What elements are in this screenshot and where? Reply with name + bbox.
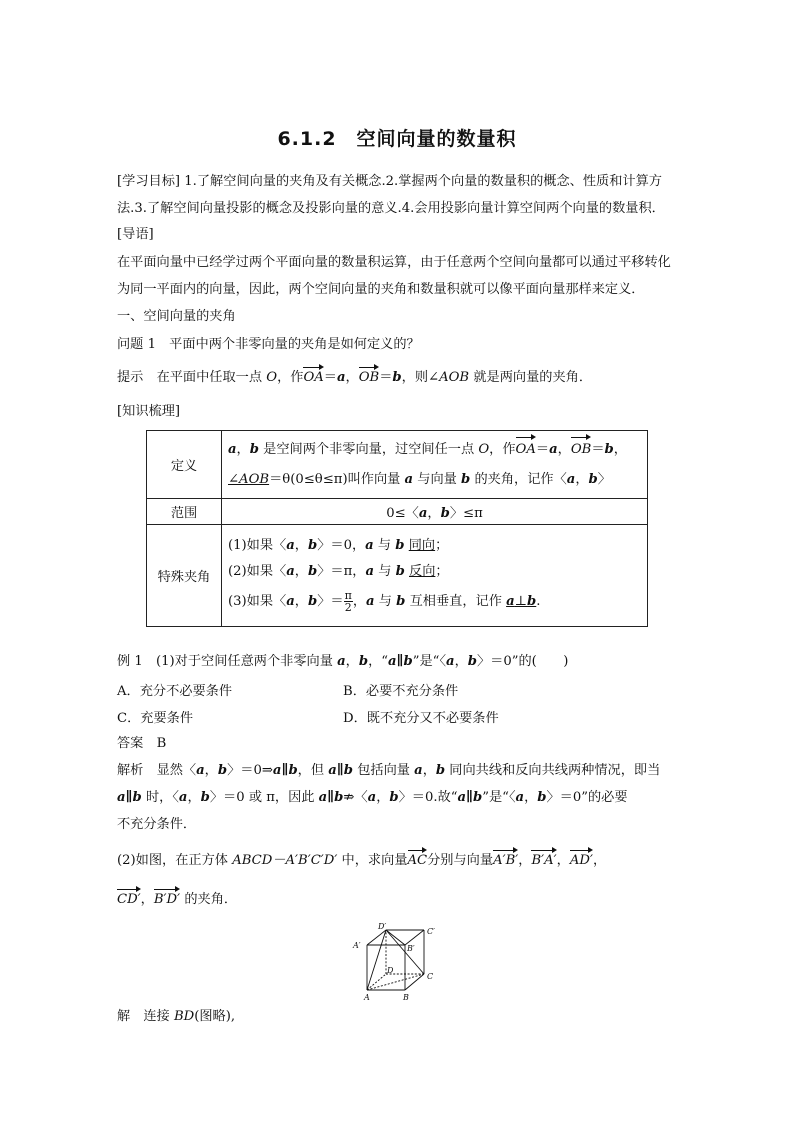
text: ， <box>592 853 607 868</box>
parallel-expr: a∥b <box>318 790 344 805</box>
vector-a: a <box>228 441 237 457</box>
vector-a: a <box>566 471 576 487</box>
text: (1)对于空间任意两个非零向量 <box>155 654 338 669</box>
hint-text: ＝ <box>323 370 337 385</box>
vector-a: a <box>506 593 515 609</box>
text: ， <box>422 763 436 778</box>
text: ， <box>294 563 308 579</box>
vector-b1d1: B′D′ <box>153 892 181 907</box>
text: ， <box>352 593 367 609</box>
text: ， <box>345 654 359 669</box>
hint-text: ， <box>345 370 359 385</box>
segment-bd: BD <box>173 1009 195 1024</box>
text: ， <box>454 654 468 669</box>
table-row-range <box>147 499 648 525</box>
hint-text: 在平面中任取一点 <box>156 370 267 385</box>
vector-cd1: CD′ <box>117 892 141 907</box>
question-text: 平面中两个非零向量的夹角是如何定义的？ <box>169 337 420 352</box>
text: ，作 <box>489 441 516 457</box>
vector-ac: AC <box>407 853 428 868</box>
vector-oa: OA <box>303 370 324 385</box>
definition-header: 定义 <box>147 431 222 499</box>
parallel-expr: a∥b <box>272 763 298 778</box>
vector-b: b <box>307 537 318 553</box>
vector-a: a <box>404 471 414 487</box>
vector-ob: OB <box>358 370 380 385</box>
learning-goals-line-1 <box>117 173 677 191</box>
text: . <box>536 593 541 609</box>
solution-line <box>117 1008 677 1026</box>
fraction-denominator: 2 <box>344 600 352 614</box>
text: ， <box>427 506 441 521</box>
table-row-special <box>147 525 648 627</box>
text: ， <box>204 763 218 778</box>
vector-b: b <box>392 370 402 385</box>
vector-oa: OA <box>516 439 536 461</box>
text: ； <box>435 563 449 579</box>
underlined-answer: 反向 <box>409 563 436 579</box>
underlined-answer <box>506 594 536 609</box>
label-c: C <box>427 972 434 981</box>
text: 〉＝0.故“ <box>398 790 458 805</box>
solution-label: 解 <box>117 1009 131 1024</box>
vector-a: a <box>366 593 375 609</box>
text: 〉＝0， <box>317 537 366 553</box>
analysis-line-1 <box>117 762 677 780</box>
text: ”是“〈 <box>482 790 516 805</box>
text: ， <box>187 790 201 805</box>
text: ，“ <box>368 654 388 669</box>
text: ”是“〈 <box>412 654 447 669</box>
special-item-2 <box>228 559 641 585</box>
option-b: B．必要不充分条件 <box>343 684 459 699</box>
label-d: D <box>387 966 394 975</box>
point-o: O <box>266 370 278 385</box>
analysis-line-3: 不充分条件． <box>117 817 197 832</box>
definition-line-2 <box>228 469 641 491</box>
text: 中，求向量 <box>337 853 408 868</box>
vector-ob: OB <box>571 439 592 461</box>
text: (2)如图，在正方体 <box>117 853 233 868</box>
intro-text-1: 在平面向量中已经学过两个平面向量的数量积运算，由于任意两个空间向量都可以通过平移转化 <box>117 255 671 270</box>
vector-b: b <box>435 763 446 778</box>
label-a1: A′ <box>353 941 361 950</box>
text: 的夹角． <box>180 892 238 907</box>
underlined-answer: 同向 <box>408 537 436 553</box>
vector-b: b <box>395 537 405 553</box>
text: ， <box>524 790 538 805</box>
text: ＝ <box>535 441 550 457</box>
text: 与 <box>374 593 397 609</box>
vector-a: a <box>336 370 346 385</box>
text: ， <box>376 790 390 805</box>
vector-b: b <box>461 471 471 487</box>
range-cell <box>222 499 648 525</box>
example-1 <box>117 653 677 671</box>
page-title: 6.1.2 空间向量的数量积 <box>277 128 517 150</box>
diag-d1a <box>367 930 386 990</box>
diag-ac-hidden <box>367 974 424 990</box>
special-angle-header: 特殊夹角 <box>147 525 222 627</box>
part2-line-2 <box>117 891 677 909</box>
text: 〉＝0 或 π，因此 <box>209 790 319 805</box>
text: 互相垂直，记作 <box>405 593 507 609</box>
edge-bc <box>405 974 424 990</box>
vector-b: b <box>537 790 547 805</box>
vector-b: b <box>217 763 228 778</box>
text: (图略), <box>194 1009 236 1024</box>
text: ， <box>294 593 308 609</box>
vector-a: a <box>365 537 374 553</box>
hint-label: 提示 <box>117 370 144 385</box>
vector-a: a <box>286 563 295 579</box>
knowledge-table <box>146 430 648 627</box>
text: 〉＝0”的( ) <box>476 654 569 669</box>
text: ＝θ(0≤θ≤π)叫作向量 <box>269 471 405 487</box>
vector-a: a <box>418 506 428 521</box>
learning-goals-line-2: 法.3.了解空间向量投影的概念及投影向量的意义.4.会用投影向量计算空间两个向量的数量积． <box>117 201 665 216</box>
vector-a1b1: A′B′ <box>493 853 519 868</box>
vector-b: b <box>396 593 406 609</box>
option-d: D．既不充分又不必要条件 <box>343 711 499 726</box>
option-c: C．充要条件 <box>117 711 194 726</box>
text: ， <box>518 853 532 868</box>
learning-goals-label: [学习目标] <box>117 174 181 189</box>
text: 与 <box>373 537 396 553</box>
text: 显然〈 <box>156 763 197 778</box>
vector-a: a <box>367 790 377 805</box>
label-d1: D′ <box>378 923 387 931</box>
text: 〉＝ <box>317 593 344 609</box>
text: 时，〈 <box>141 790 179 805</box>
vector-b: b <box>307 563 318 579</box>
text: 同向共线和反向共线两种情况，即当 <box>445 763 661 778</box>
hint-text: ，则∠ <box>401 370 440 385</box>
vector-a: a <box>365 563 374 579</box>
parallel-expr: a∥b <box>328 763 353 778</box>
text: ， <box>557 441 571 457</box>
text: ，但 <box>297 763 329 778</box>
text: (2)如果〈 <box>228 563 287 579</box>
text: 与向量 <box>413 471 462 487</box>
hint-line <box>117 369 677 387</box>
text: 〉≤π <box>449 506 483 521</box>
vector-ad1: AD′ <box>569 853 593 868</box>
text: 分别与向量 <box>427 853 494 868</box>
hint-text: ＝ <box>379 370 393 385</box>
range-header: 范围 <box>147 499 222 525</box>
text: ⇏〈 <box>343 790 368 805</box>
knowledge-label: [知识梳理] <box>117 404 181 419</box>
text: ； <box>435 537 449 553</box>
parallel-expr: a∥b <box>388 654 413 669</box>
vector-b: b <box>588 471 598 487</box>
text: (1)如果〈 <box>228 537 287 553</box>
parallel-expr: a∥b <box>117 790 142 805</box>
vector-a: a <box>549 441 558 457</box>
label-b: B <box>403 993 409 1002</box>
text: 与 <box>374 563 396 579</box>
special-item-3 <box>228 585 641 619</box>
text: 〉＝0”的必要 <box>546 790 628 805</box>
option-a: A．充分不必要条件 <box>117 684 233 699</box>
text: 是空间两个非零向量，过空间任一点 <box>258 441 479 457</box>
vector-b1a1: B′A′ <box>531 853 557 868</box>
vector-a: a <box>337 654 346 669</box>
definition-line-1 <box>228 439 641 461</box>
label-b1: B′ <box>407 944 415 953</box>
cube-figure <box>345 923 445 1003</box>
text: ＝ <box>591 441 605 457</box>
learning-goals-text-1: 1.了解空间向量的夹角及有关概念.2.掌握两个向量的数量积的概念、性质和计算方 <box>184 174 662 189</box>
text: 〉＝π， <box>317 563 366 579</box>
vector-a: a <box>515 790 525 805</box>
text: (3)如果〈 <box>228 593 287 609</box>
point-o: O <box>478 441 490 457</box>
intro-label: [导语] <box>117 227 154 242</box>
vector-b: b <box>527 593 537 609</box>
definition-cell <box>222 431 648 499</box>
analysis-label: 解析 <box>117 763 144 778</box>
table-row-definition <box>147 431 648 499</box>
fraction-numerator: π <box>344 588 352 602</box>
special-item-1 <box>228 533 641 559</box>
angle-aob: ∠AOB <box>228 471 270 487</box>
cube-name: ABCD－A′B′C′D′ <box>232 853 338 868</box>
question-label: 问题 1 <box>117 337 156 352</box>
parallel-expr: a∥b <box>457 790 483 805</box>
special-angle-cell <box>222 525 648 627</box>
vector-a: a <box>196 763 205 778</box>
angle-aob: AOB <box>439 370 470 385</box>
fraction-pi-over-2 <box>344 590 353 613</box>
answer-line <box>117 735 677 753</box>
vector-a: a <box>178 790 188 805</box>
text: ， <box>556 853 570 868</box>
part2-line-1 <box>117 852 677 870</box>
intro-text-2: 为同一平面内的向量，因此，两个空间向量的夹角和数量积就可以像平面向量那样来定义． <box>117 282 645 297</box>
edge-a1d1 <box>367 930 386 945</box>
analysis-line-2 <box>117 789 677 807</box>
vector-b: b <box>307 593 318 609</box>
answer-label: 答案 <box>117 736 144 751</box>
text: 的夹角，记作〈 <box>470 471 567 487</box>
vector-b: b <box>358 654 369 669</box>
section-heading: 一、空间向量的夹角 <box>117 309 236 324</box>
vector-a: a <box>446 654 455 669</box>
vector-b: b <box>389 790 399 805</box>
vector-b: b <box>440 506 450 521</box>
text: 〉＝0⇒ <box>227 763 273 778</box>
edge-b1c1 <box>405 930 424 945</box>
hint-text: ，作 <box>277 370 304 385</box>
hint-text: 就是两向量的夹角． <box>469 370 593 385</box>
vector-b: b <box>249 441 259 457</box>
text: ， <box>575 471 589 487</box>
text: ， <box>140 892 154 907</box>
vector-b: b <box>395 563 405 579</box>
vector-b: b <box>200 790 210 805</box>
text: 〉 <box>597 471 611 487</box>
label-a: A <box>364 993 370 1002</box>
text: 0≤〈 <box>386 506 419 521</box>
label-c1: C′ <box>427 927 435 936</box>
vector-b: b <box>467 654 477 669</box>
example-label: 例 1 <box>117 654 143 669</box>
text: 连接 <box>143 1009 174 1024</box>
question-1 <box>117 336 677 354</box>
answer-value: B <box>156 736 167 751</box>
text: ， <box>613 441 627 457</box>
diag-d1b1 <box>386 930 405 945</box>
text: ， <box>294 537 308 553</box>
vector-a: a <box>286 537 295 553</box>
text: ， <box>236 441 250 457</box>
perpendicular-symbol: ⊥ <box>514 593 528 609</box>
text: 包括向量 <box>353 763 415 778</box>
vector-a: a <box>286 593 295 609</box>
vector-b: b <box>604 441 614 457</box>
vector-a: a <box>414 763 423 778</box>
